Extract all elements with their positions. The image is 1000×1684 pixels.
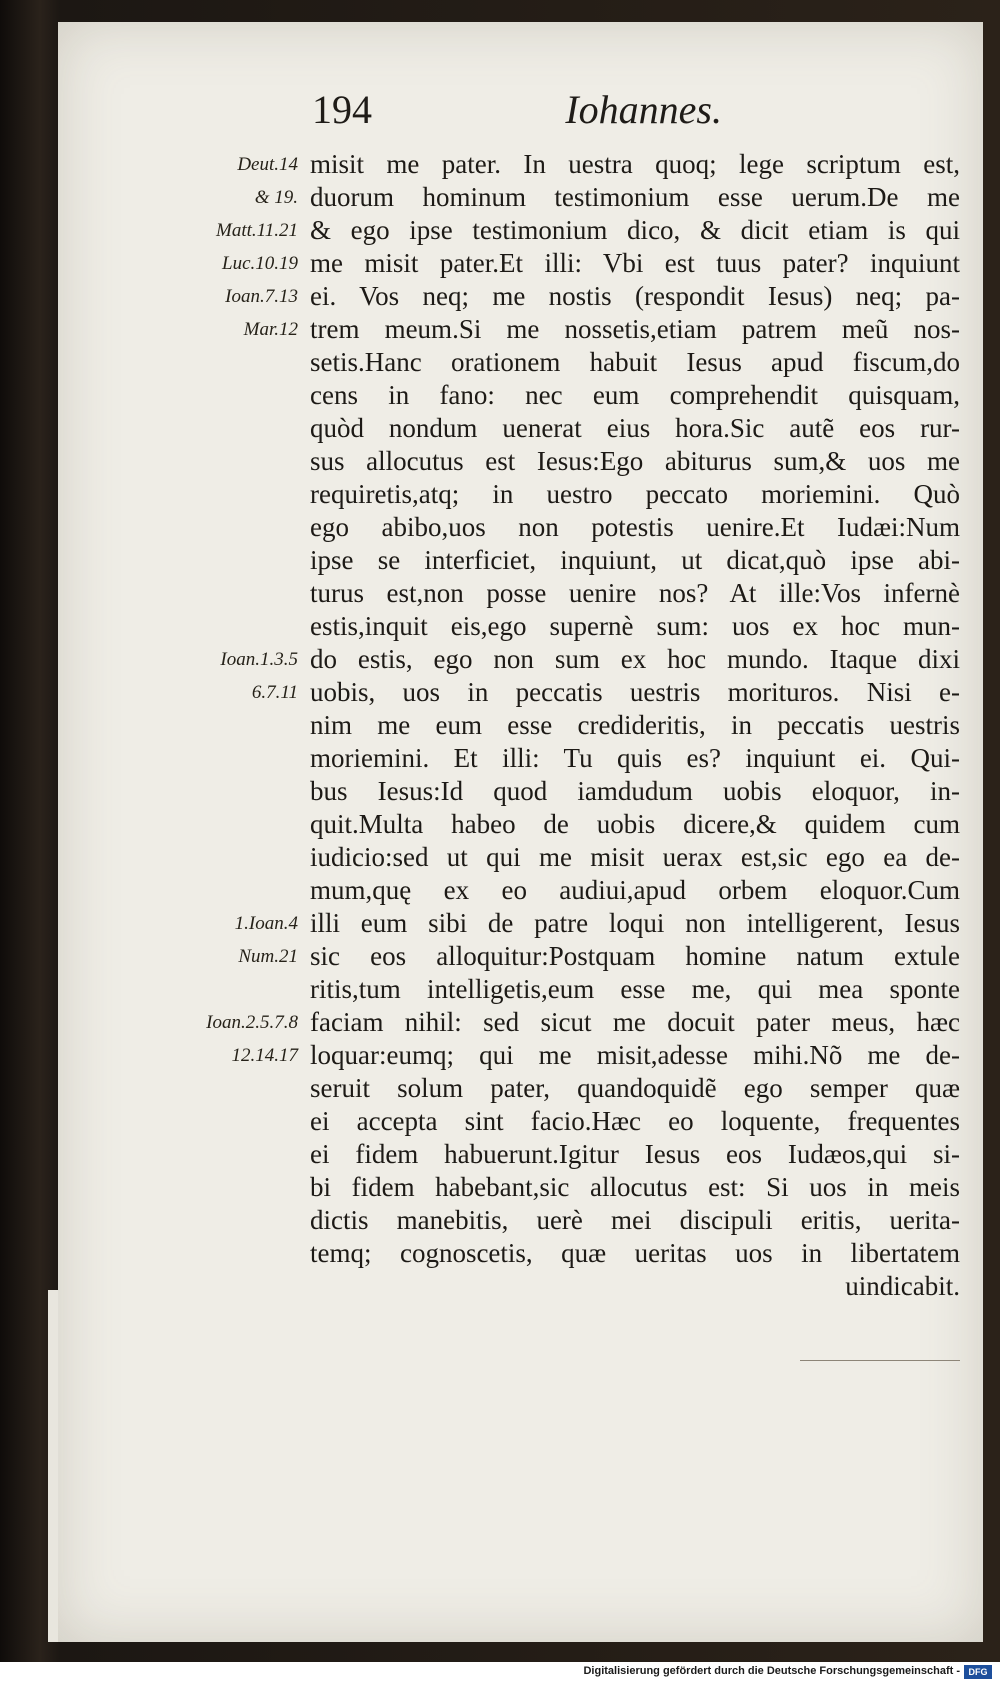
- text-line: cens in fano: nec eum comprehendit quisquam,: [310, 380, 960, 410]
- margin-note: Luc.10.19: [222, 253, 298, 274]
- text-line: sic eos alloquitur:Postquam homine natum extule: [310, 941, 960, 971]
- text-line: illi eum sibi de patre loqui non intelligerent, Iesus: [310, 908, 960, 938]
- digitization-footer: [0, 1662, 1000, 1684]
- margin-note: Num.21: [238, 946, 298, 967]
- margin-note: Ioan.7.13: [225, 286, 298, 307]
- text-line: ei accepta sint facio.Hæc eo loquente, frequentes: [310, 1106, 960, 1136]
- margin-note: Ioan.2.5.7.8: [206, 1012, 298, 1033]
- body-text: [310, 148, 960, 1303]
- closing-rule: [800, 1360, 960, 1361]
- running-head: [312, 86, 722, 132]
- text-line: bus Iesus:Id quod iamdudum uobis eloquor, in-: [310, 776, 960, 806]
- text-line: quòd nondum uenerat eius hora.Sic autẽ eos rur-: [310, 413, 960, 443]
- margin-note: Ioan.1.3.5: [220, 649, 298, 670]
- text-line: quit.Multa habeo de uobis dicere,& quidem cum: [310, 809, 960, 839]
- text-line: bi fidem habebant,sic allocutus est: Si uos in meis: [310, 1172, 960, 1202]
- text-line: sus allocutus est Iesus:Ego abiturus sum,& uos me: [310, 446, 960, 476]
- text-line: setis.Hanc orationem habuit Iesus apud fiscum,do: [310, 347, 960, 377]
- text-line: iudicio:sed ut qui me misit uerax est,sic ego ea de-: [310, 842, 960, 872]
- text-line: ego abibo,uos non potestis uenire.Et Iudæi:Num: [310, 512, 960, 542]
- text-line: mum,quę ex eo audiui,apud orbem eloquor.Cum: [310, 875, 960, 905]
- margin-note: Matt.11.21: [216, 220, 298, 241]
- margin-note: & 19.: [254, 187, 298, 208]
- margin-note: 1.Ioan.4: [234, 913, 298, 934]
- text-line: turus est,non posse uenire nos? At ille:Vos infernè: [310, 578, 960, 608]
- text-line: loquar:eumq; qui me misit,adesse mihi.Nõ me de-: [310, 1040, 960, 1070]
- margin-notes: [150, 150, 298, 1300]
- running-title: Iohannes.: [565, 87, 722, 132]
- text-line: ritis,tum intelligetis,eum esse me, qui mea sponte: [310, 974, 960, 1004]
- text-line: do estis, ego non sum ex hoc mundo. Itaque dixi: [310, 644, 960, 674]
- text-line: misit me pater. In uestra quoq; lege scriptum est,: [310, 149, 960, 179]
- text-line: uobis, uos in peccatis uestris morituros. Nisi e-: [310, 677, 960, 707]
- text-line: faciam nihil: sed sicut me docuit pater meus, hæc: [310, 1007, 960, 1037]
- text-line: trem meum.Si me nossetis,etiam patrem meũ nos-: [310, 314, 960, 344]
- text-line: ei. Vos neq; me nostis (respondit Iesus) neq; pa-: [310, 281, 960, 311]
- text-line: me misit pater.Et illi: Vbi est tuus pater? inquiunt: [310, 248, 960, 278]
- margin-note: Deut.14: [237, 154, 298, 175]
- text-line: requiretis,atq; in uestro peccato moriemini. Quò: [310, 479, 960, 509]
- text-line: estis,inquit eis,ego supernè sum: uos ex hoc mun-: [310, 611, 960, 641]
- text-line: moriemini. Et illi: Tu quis es? inquiunt ei. Qui-: [310, 743, 960, 773]
- text-line: seruit solum pater, quandoquidẽ ego semper quæ: [310, 1073, 960, 1103]
- text-line: nim me eum esse credideritis, in peccatis uestris: [310, 710, 960, 740]
- text-line: & ego ipse testimonium dico, & dicit etiam is qui: [310, 215, 960, 245]
- margin-note: 6.7.11: [251, 682, 298, 703]
- page-number: 194: [312, 87, 372, 132]
- margin-note: Mar.12: [243, 319, 298, 340]
- text-line: uindicabit.: [845, 1271, 960, 1301]
- text-line: duorum hominum testimonium esse uerum.De me: [310, 182, 960, 212]
- margin-note: 12.14.17: [231, 1045, 298, 1066]
- dfg-logo: DFG: [964, 1665, 992, 1679]
- footer-credit: Digitalisierung gefördert durch die Deutsche Forschungsgemeinschaft -: [583, 1665, 960, 1677]
- text-line: temq; cognoscetis, quæ ueritas uos in libertatem: [310, 1238, 960, 1268]
- text-line: dictis manebitis, uerè mei discipuli eritis, uerita-: [310, 1205, 960, 1235]
- text-line: ei fidem habuerunt.Igitur Iesus eos Iudæos,qui si-: [310, 1139, 960, 1169]
- text-line: ipse se interficiet, inquiunt, ut dicat,quò ipse abi-: [310, 545, 960, 575]
